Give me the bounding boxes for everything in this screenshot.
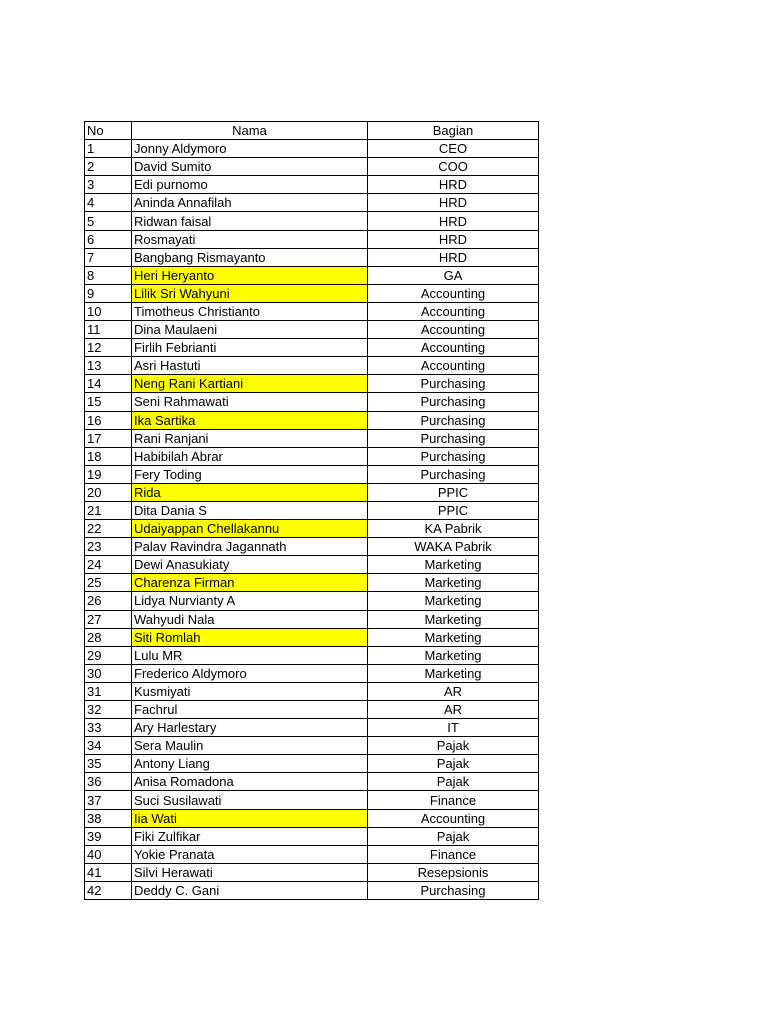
- cell-bagian[interactable]: PPIC: [368, 501, 539, 519]
- cell-no[interactable]: 39: [85, 827, 132, 845]
- cell-no[interactable]: 29: [85, 646, 132, 664]
- cell-bagian[interactable]: AR: [368, 682, 539, 700]
- cell-nama[interactable]: Dina Maulaeni: [132, 321, 368, 339]
- cell-no[interactable]: 12: [85, 339, 132, 357]
- cell-nama[interactable]: Fachrul: [132, 701, 368, 719]
- cell-nama[interactable]: Aninda Annafilah: [132, 194, 368, 212]
- cell-no[interactable]: 36: [85, 773, 132, 791]
- cell-nama[interactable]: Habibilah Abrar: [132, 447, 368, 465]
- cell-bagian[interactable]: Purchasing: [368, 375, 539, 393]
- table-row: [85, 176, 539, 194]
- cell-bagian[interactable]: Purchasing: [368, 411, 539, 429]
- cell-bagian[interactable]: Accounting: [368, 284, 539, 302]
- table-row: [85, 881, 539, 899]
- table-row: [85, 339, 539, 357]
- cell-bagian[interactable]: CEO: [368, 140, 539, 158]
- table-row: [85, 266, 539, 284]
- table-row: [85, 465, 539, 483]
- cell-bagian[interactable]: HRD: [368, 248, 539, 266]
- cell-nama[interactable]: Lidya Nurvianty A: [132, 592, 368, 610]
- cell-no[interactable]: 21: [85, 501, 132, 519]
- cell-nama[interactable]: Bangbang Rismayanto: [132, 248, 368, 266]
- table-row: [85, 501, 539, 519]
- table-row: [85, 357, 539, 375]
- cell-nama[interactable]: Wahyudi Nala: [132, 610, 368, 628]
- cell-no[interactable]: 33: [85, 719, 132, 737]
- cell-nama[interactable]: Ika Sartika: [132, 411, 368, 429]
- cell-nama[interactable]: Rida: [132, 483, 368, 501]
- cell-no[interactable]: 34: [85, 737, 132, 755]
- cell-bagian[interactable]: Resepsionis: [368, 863, 539, 881]
- table-row: [85, 809, 539, 827]
- table-row: [85, 520, 539, 538]
- cell-nama[interactable]: Dita Dania S: [132, 501, 368, 519]
- table-row: [85, 140, 539, 158]
- cell-no[interactable]: 40: [85, 845, 132, 863]
- cell-bagian[interactable]: Marketing: [368, 592, 539, 610]
- cell-no[interactable]: 38: [85, 809, 132, 827]
- cell-no[interactable]: 2: [85, 158, 132, 176]
- cell-nama[interactable]: Dewi Anasukiaty: [132, 556, 368, 574]
- spreadsheet-sheet: [84, 121, 539, 900]
- table-row: [85, 773, 539, 791]
- cell-bagian[interactable]: Pajak: [368, 755, 539, 773]
- cell-nama[interactable]: Yokie Pranata: [132, 845, 368, 863]
- table-row: [85, 556, 539, 574]
- cell-nama[interactable]: Suci Susilawati: [132, 791, 368, 809]
- table-row: [85, 863, 539, 881]
- table-row: [85, 719, 539, 737]
- table-row: [85, 248, 539, 266]
- cell-no[interactable]: 17: [85, 429, 132, 447]
- cell-bagian[interactable]: Marketing: [368, 574, 539, 592]
- cell-bagian[interactable]: Accounting: [368, 809, 539, 827]
- table-row: [85, 845, 539, 863]
- table-row: [85, 664, 539, 682]
- table-row: [85, 574, 539, 592]
- table-row: [85, 321, 539, 339]
- header-row: [85, 122, 539, 140]
- cell-bagian[interactable]: Marketing: [368, 556, 539, 574]
- cell-no[interactable]: 35: [85, 755, 132, 773]
- cell-bagian[interactable]: Accounting: [368, 339, 539, 357]
- cell-no[interactable]: 8: [85, 266, 132, 284]
- header-nama[interactable]: Nama: [132, 122, 368, 140]
- cell-no[interactable]: 30: [85, 664, 132, 682]
- table-row: [85, 411, 539, 429]
- cell-no[interactable]: 5: [85, 212, 132, 230]
- cell-bagian[interactable]: Pajak: [368, 773, 539, 791]
- cell-no[interactable]: 14: [85, 375, 132, 393]
- cell-nama[interactable]: Frederico Aldymoro: [132, 664, 368, 682]
- table-row: [85, 429, 539, 447]
- cell-bagian[interactable]: HRD: [368, 212, 539, 230]
- cell-bagian[interactable]: HRD: [368, 194, 539, 212]
- cell-no[interactable]: 1: [85, 140, 132, 158]
- cell-nama[interactable]: Udaiyappan Chellakannu: [132, 520, 368, 538]
- cell-nama[interactable]: Fery Toding: [132, 465, 368, 483]
- cell-nama[interactable]: Lilik Sri Wahyuni: [132, 284, 368, 302]
- cell-nama[interactable]: Siti Romlah: [132, 628, 368, 646]
- cell-nama[interactable]: Lulu MR: [132, 646, 368, 664]
- cell-bagian[interactable]: Purchasing: [368, 881, 539, 899]
- cell-bagian[interactable]: IT: [368, 719, 539, 737]
- cell-nama[interactable]: Antony Liang: [132, 755, 368, 773]
- cell-no[interactable]: 3: [85, 176, 132, 194]
- table-row: [85, 212, 539, 230]
- table-row: [85, 538, 539, 556]
- cell-bagian[interactable]: COO: [368, 158, 539, 176]
- cell-nama[interactable]: Rosmayati: [132, 230, 368, 248]
- cell-bagian[interactable]: KA Pabrik: [368, 520, 539, 538]
- table-row: [85, 737, 539, 755]
- cell-bagian[interactable]: HRD: [368, 230, 539, 248]
- cell-bagian[interactable]: Finance: [368, 791, 539, 809]
- cell-no[interactable]: 41: [85, 863, 132, 881]
- cell-bagian[interactable]: Accounting: [368, 302, 539, 320]
- cell-no[interactable]: 28: [85, 628, 132, 646]
- cell-bagian[interactable]: Purchasing: [368, 465, 539, 483]
- cell-nama[interactable]: Palav Ravindra Jagannath: [132, 538, 368, 556]
- cell-no[interactable]: 9: [85, 284, 132, 302]
- cell-no[interactable]: 22: [85, 520, 132, 538]
- cell-no[interactable]: 13: [85, 357, 132, 375]
- header-no[interactable]: No: [85, 122, 132, 140]
- table-row: [85, 194, 539, 212]
- cell-nama[interactable]: Anisa Romadona: [132, 773, 368, 791]
- cell-nama[interactable]: Asri Hastuti: [132, 357, 368, 375]
- cell-no[interactable]: 18: [85, 447, 132, 465]
- table-header: [85, 122, 539, 140]
- cell-nama[interactable]: Timotheus Christianto: [132, 302, 368, 320]
- cell-bagian[interactable]: Pajak: [368, 737, 539, 755]
- table-row: [85, 302, 539, 320]
- cell-nama[interactable]: Neng Rani Kartiani: [132, 375, 368, 393]
- cell-no[interactable]: 20: [85, 483, 132, 501]
- cell-bagian[interactable]: Marketing: [368, 628, 539, 646]
- table-body: [85, 140, 539, 900]
- table-row: [85, 592, 539, 610]
- cell-no[interactable]: 6: [85, 230, 132, 248]
- cell-bagian[interactable]: Accounting: [368, 357, 539, 375]
- cell-no[interactable]: 37: [85, 791, 132, 809]
- cell-no[interactable]: 23: [85, 538, 132, 556]
- table-row: [85, 701, 539, 719]
- cell-nama[interactable]: Ary Harlestary: [132, 719, 368, 737]
- cell-nama[interactable]: Heri Heryanto: [132, 266, 368, 284]
- cell-nama[interactable]: Firlih Febrianti: [132, 339, 368, 357]
- cell-bagian[interactable]: Marketing: [368, 610, 539, 628]
- cell-no[interactable]: 27: [85, 610, 132, 628]
- cell-bagian[interactable]: PPIC: [368, 483, 539, 501]
- cell-no[interactable]: 10: [85, 302, 132, 320]
- cell-no[interactable]: 32: [85, 701, 132, 719]
- cell-no[interactable]: 7: [85, 248, 132, 266]
- cell-nama[interactable]: Ridwan faisal: [132, 212, 368, 230]
- cell-bagian[interactable]: WAKA Pabrik: [368, 538, 539, 556]
- table-row: [85, 393, 539, 411]
- cell-no[interactable]: 11: [85, 321, 132, 339]
- cell-bagian[interactable]: Pajak: [368, 827, 539, 845]
- cell-no[interactable]: 31: [85, 682, 132, 700]
- cell-no[interactable]: 26: [85, 592, 132, 610]
- cell-bagian[interactable]: Accounting: [368, 321, 539, 339]
- cell-no[interactable]: 42: [85, 881, 132, 899]
- table-row: [85, 375, 539, 393]
- cell-nama[interactable]: David Sumito: [132, 158, 368, 176]
- cell-bagian[interactable]: Purchasing: [368, 393, 539, 411]
- cell-nama[interactable]: Iia Wati: [132, 809, 368, 827]
- header-bagian[interactable]: Bagian: [368, 122, 539, 140]
- cell-nama[interactable]: Jonny Aldymoro: [132, 140, 368, 158]
- cell-bagian[interactable]: Marketing: [368, 664, 539, 682]
- cell-bagian[interactable]: HRD: [368, 176, 539, 194]
- cell-no[interactable]: 4: [85, 194, 132, 212]
- cell-bagian[interactable]: AR: [368, 701, 539, 719]
- cell-no[interactable]: 15: [85, 393, 132, 411]
- cell-nama[interactable]: Fiki Zulfikar: [132, 827, 368, 845]
- cell-bagian[interactable]: Purchasing: [368, 429, 539, 447]
- cell-no[interactable]: 24: [85, 556, 132, 574]
- table-row: [85, 158, 539, 176]
- table-row: [85, 682, 539, 700]
- cell-no[interactable]: 19: [85, 465, 132, 483]
- cell-nama[interactable]: Deddy C. Gani: [132, 881, 368, 899]
- cell-nama[interactable]: Edi purnomo: [132, 176, 368, 194]
- cell-nama[interactable]: Sera Maulin: [132, 737, 368, 755]
- cell-bagian[interactable]: GA: [368, 266, 539, 284]
- cell-nama[interactable]: Silvi Herawati: [132, 863, 368, 881]
- cell-nama[interactable]: Seni Rahmawati: [132, 393, 368, 411]
- table-row: [85, 230, 539, 248]
- cell-no[interactable]: 16: [85, 411, 132, 429]
- cell-bagian[interactable]: Finance: [368, 845, 539, 863]
- table-row: [85, 447, 539, 465]
- cell-nama[interactable]: Charenza Firman: [132, 574, 368, 592]
- table-row: [85, 827, 539, 845]
- cell-bagian[interactable]: Marketing: [368, 646, 539, 664]
- cell-nama[interactable]: Kusmiyati: [132, 682, 368, 700]
- table-row: [85, 284, 539, 302]
- table-row: [85, 483, 539, 501]
- cell-bagian[interactable]: Purchasing: [368, 447, 539, 465]
- table-row: [85, 755, 539, 773]
- table-row: [85, 791, 539, 809]
- cell-no[interactable]: 25: [85, 574, 132, 592]
- table-row: [85, 610, 539, 628]
- cell-nama[interactable]: Rani Ranjani: [132, 429, 368, 447]
- table-row: [85, 628, 539, 646]
- table-row: [85, 646, 539, 664]
- employee-table: [84, 121, 539, 900]
